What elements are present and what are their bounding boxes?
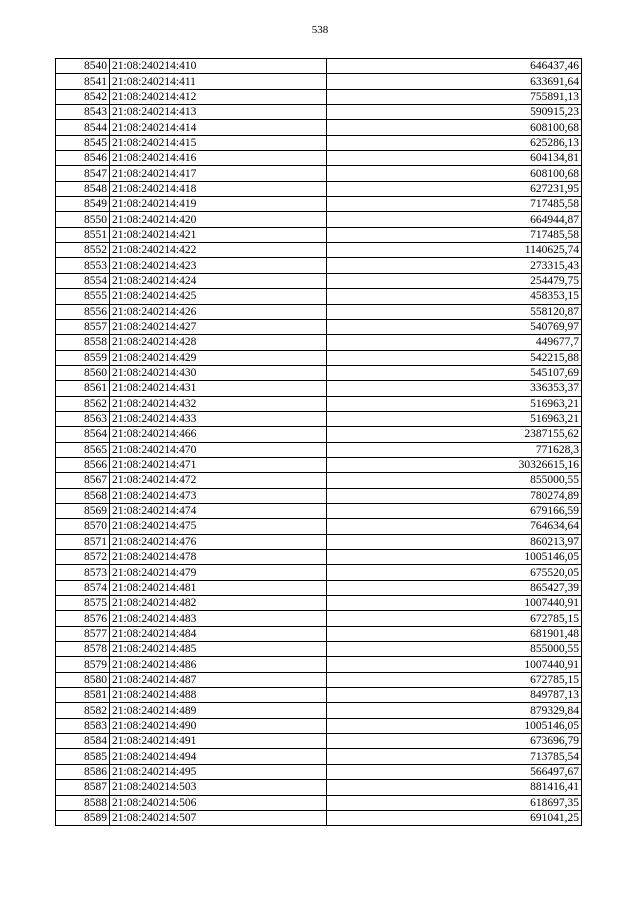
cadastral-value-cell: 764634,64 (327, 519, 582, 534)
row-number-cell: 8566 (56, 457, 110, 472)
table-row (56, 580, 582, 595)
row-number-cell: 8542 (56, 89, 110, 104)
row-number-cell: 8582 (56, 703, 110, 718)
table-row (56, 519, 582, 534)
cadastral-value-cell: 625286,13 (327, 135, 582, 150)
cadastral-number-cell: 21:08:240214:421 (110, 227, 327, 242)
cadastral-value-cell: 646437,46 (327, 59, 582, 74)
cadastral-number-cell: 21:08:240214:420 (110, 212, 327, 227)
table-row (56, 672, 582, 687)
row-number-cell: 8546 (56, 151, 110, 166)
cadastral-number-cell: 21:08:240214:412 (110, 89, 327, 104)
cadastral-number-cell: 21:08:240214:428 (110, 335, 327, 350)
row-number-cell: 8549 (56, 197, 110, 212)
cadastral-number-cell: 21:08:240214:483 (110, 611, 327, 626)
cadastral-value-cell: 608100,68 (327, 166, 582, 181)
row-number-cell: 8570 (56, 519, 110, 534)
table-row (56, 764, 582, 779)
cadastral-value-cell: 633691,64 (327, 74, 582, 89)
cadastral-number-cell: 21:08:240214:475 (110, 519, 327, 534)
row-number-cell: 8575 (56, 596, 110, 611)
cadastral-value-cell: 254479,75 (327, 273, 582, 288)
table-row (56, 488, 582, 503)
row-number-cell: 8569 (56, 503, 110, 518)
table-row (56, 810, 582, 825)
cadastral-number-cell: 21:08:240214:427 (110, 319, 327, 334)
row-number-cell: 8579 (56, 657, 110, 672)
page-number: 538 (311, 24, 329, 36)
cadastral-number-cell: 21:08:240214:466 (110, 427, 327, 442)
cadastral-number-cell: 21:08:240214:414 (110, 120, 327, 135)
table-row (56, 688, 582, 703)
cadastral-number-cell: 21:08:240214:491 (110, 734, 327, 749)
cadastral-number-cell: 21:08:240214:503 (110, 780, 327, 795)
cadastral-number-cell: 21:08:240214:490 (110, 718, 327, 733)
cadastral-value-cell: 679166,59 (327, 503, 582, 518)
table-row (56, 350, 582, 365)
table-row (56, 795, 582, 810)
cadastral-value-cell: 681901,48 (327, 626, 582, 641)
cadastral-value-cell: 608100,68 (327, 120, 582, 135)
cadastral-number-cell: 21:08:240214:423 (110, 258, 327, 273)
row-number-cell: 8584 (56, 734, 110, 749)
row-number-cell: 8547 (56, 166, 110, 181)
cadastral-value-cell: 449677,7 (327, 335, 582, 350)
cadastral-number-cell: 21:08:240214:484 (110, 626, 327, 641)
cadastral-number-cell: 21:08:240214:415 (110, 135, 327, 150)
table-row (56, 381, 582, 396)
row-number-cell: 8544 (56, 120, 110, 135)
cadastral-value-cell: 273315,43 (327, 258, 582, 273)
cadastral-value-cell: 604134,81 (327, 151, 582, 166)
cadastral-number-cell: 21:08:240214:422 (110, 243, 327, 258)
table-row (56, 427, 582, 442)
row-number-cell: 8543 (56, 105, 110, 120)
table-row (56, 166, 582, 181)
cadastral-number-cell: 21:08:240214:417 (110, 166, 327, 181)
cadastral-value-cell: 458353,15 (327, 289, 582, 304)
row-number-cell: 8556 (56, 304, 110, 319)
cadastral-value-cell: 771628,3 (327, 442, 582, 457)
table-row (56, 243, 582, 258)
table-row (56, 289, 582, 304)
cadastral-value-cell: 2387155,62 (327, 427, 582, 442)
table-row (56, 74, 582, 89)
cadastral-value-cell: 755891,13 (327, 89, 582, 104)
row-number-cell: 8561 (56, 381, 110, 396)
cadastral-number-cell: 21:08:240214:416 (110, 151, 327, 166)
row-number-cell: 8573 (56, 565, 110, 580)
cadastral-number-cell: 21:08:240214:473 (110, 488, 327, 503)
table-row (56, 335, 582, 350)
cadastral-value-cell: 516963,21 (327, 396, 582, 411)
cadastral-number-cell: 21:08:240214:413 (110, 105, 327, 120)
row-number-cell: 8589 (56, 810, 110, 825)
cadastral-value-cell: 1007440,91 (327, 657, 582, 672)
row-number-cell: 8548 (56, 181, 110, 196)
table-row (56, 411, 582, 426)
cadastral-value-cell: 672785,15 (327, 611, 582, 626)
cadastral-number-cell: 21:08:240214:474 (110, 503, 327, 518)
cadastral-value-cell: 627231,95 (327, 181, 582, 196)
cadastral-number-cell: 21:08:240214:476 (110, 534, 327, 549)
cadastral-number-cell: 21:08:240214:433 (110, 411, 327, 426)
cadastral-number-cell: 21:08:240214:486 (110, 657, 327, 672)
table-row (56, 396, 582, 411)
row-number-cell: 8587 (56, 780, 110, 795)
row-number-cell: 8554 (56, 273, 110, 288)
table-row (56, 212, 582, 227)
row-number-cell: 8555 (56, 289, 110, 304)
row-number-cell: 8552 (56, 243, 110, 258)
table-row (56, 135, 582, 150)
cadastral-value-cell: 855000,55 (327, 642, 582, 657)
table-row (56, 718, 582, 733)
table-row (56, 534, 582, 549)
row-number-cell: 8577 (56, 626, 110, 641)
row-number-cell: 8540 (56, 59, 110, 74)
row-number-cell: 8564 (56, 427, 110, 442)
cadastral-number-cell: 21:08:240214:488 (110, 688, 327, 703)
cadastral-number-cell: 21:08:240214:506 (110, 795, 327, 810)
cadastral-number-cell: 21:08:240214:487 (110, 672, 327, 687)
table-row (56, 105, 582, 120)
row-number-cell: 8568 (56, 488, 110, 503)
table-row (56, 89, 582, 104)
cadastral-value-cell: 1005146,05 (327, 550, 582, 565)
cadastral-value-cell: 336353,37 (327, 381, 582, 396)
cadastral-number-cell: 21:08:240214:411 (110, 74, 327, 89)
row-number-cell: 8576 (56, 611, 110, 626)
row-number-cell: 8560 (56, 365, 110, 380)
table-row (56, 503, 582, 518)
cadastral-number-cell: 21:08:240214:432 (110, 396, 327, 411)
table-row (56, 197, 582, 212)
row-number-cell: 8551 (56, 227, 110, 242)
cadastral-number-cell: 21:08:240214:489 (110, 703, 327, 718)
cadastral-number-cell: 21:08:240214:431 (110, 381, 327, 396)
table-row (56, 734, 582, 749)
table-row (56, 442, 582, 457)
table-row (56, 258, 582, 273)
row-number-cell: 8553 (56, 258, 110, 273)
table-body (56, 59, 582, 826)
cadastral-value-cell: 664944,87 (327, 212, 582, 227)
cadastral-value-cell: 849787,13 (327, 688, 582, 703)
cadastral-value-cell: 542215,88 (327, 350, 582, 365)
row-number-cell: 8572 (56, 550, 110, 565)
cadastral-number-cell: 21:08:240214:485 (110, 642, 327, 657)
row-number-cell: 8583 (56, 718, 110, 733)
cadastral-value-cell: 717485,58 (327, 227, 582, 242)
cadastral-number-cell: 21:08:240214:479 (110, 565, 327, 580)
cadastral-value-cell: 672785,15 (327, 672, 582, 687)
table-row (56, 642, 582, 657)
cadastral-number-cell: 21:08:240214:470 (110, 442, 327, 457)
table-row (56, 181, 582, 196)
cadastral-number-cell: 21:08:240214:418 (110, 181, 327, 196)
table-row (56, 657, 582, 672)
row-number-cell: 8571 (56, 534, 110, 549)
cadastral-value-cell: 881416,41 (327, 780, 582, 795)
cadastral-number-cell: 21:08:240214:430 (110, 365, 327, 380)
cadastral-value-cell: 691041,25 (327, 810, 582, 825)
cadastral-number-cell: 21:08:240214:419 (110, 197, 327, 212)
row-number-cell: 8578 (56, 642, 110, 657)
row-number-cell: 8557 (56, 319, 110, 334)
cadastral-value-cell: 545107,69 (327, 365, 582, 380)
cadastral-value-table (55, 58, 582, 826)
row-number-cell: 8545 (56, 135, 110, 150)
table-row (56, 120, 582, 135)
cadastral-value-cell: 1007440,91 (327, 596, 582, 611)
cadastral-value-cell: 590915,23 (327, 105, 582, 120)
cadastral-value-cell: 673696,79 (327, 734, 582, 749)
cadastral-value-cell: 879329,84 (327, 703, 582, 718)
row-number-cell: 8574 (56, 580, 110, 595)
table-row (56, 319, 582, 334)
cadastral-value-cell: 855000,55 (327, 473, 582, 488)
table-row (56, 749, 582, 764)
table-row (56, 273, 582, 288)
cadastral-value-cell: 566497,67 (327, 764, 582, 779)
cadastral-value-cell: 713785,54 (327, 749, 582, 764)
cadastral-number-cell: 21:08:240214:494 (110, 749, 327, 764)
table-row (56, 457, 582, 472)
row-number-cell: 8559 (56, 350, 110, 365)
row-number-cell: 8581 (56, 688, 110, 703)
cadastral-number-cell: 21:08:240214:471 (110, 457, 327, 472)
cadastral-value-cell: 1140625,74 (327, 243, 582, 258)
cadastral-number-cell: 21:08:240214:495 (110, 764, 327, 779)
row-number-cell: 8565 (56, 442, 110, 457)
cadastral-value-cell: 618697,35 (327, 795, 582, 810)
row-number-cell: 8567 (56, 473, 110, 488)
cadastral-number-cell: 21:08:240214:410 (110, 59, 327, 74)
table-row (56, 611, 582, 626)
row-number-cell: 8562 (56, 396, 110, 411)
table-row (56, 565, 582, 580)
cadastral-value-cell: 865427,39 (327, 580, 582, 595)
cadastral-value-cell: 780274,89 (327, 488, 582, 503)
cadastral-number-cell: 21:08:240214:478 (110, 550, 327, 565)
table-row (56, 780, 582, 795)
row-number-cell: 8541 (56, 74, 110, 89)
table-row (56, 596, 582, 611)
row-number-cell: 8563 (56, 411, 110, 426)
cadastral-value-cell: 860213,97 (327, 534, 582, 549)
table-row (56, 473, 582, 488)
row-number-cell: 8558 (56, 335, 110, 350)
cadastral-number-cell: 21:08:240214:482 (110, 596, 327, 611)
row-number-cell: 8580 (56, 672, 110, 687)
row-number-cell: 8588 (56, 795, 110, 810)
cadastral-number-cell: 21:08:240214:472 (110, 473, 327, 488)
table-row (56, 151, 582, 166)
cadastral-value-cell: 675520,05 (327, 565, 582, 580)
cadastral-value-cell: 30326615,16 (327, 457, 582, 472)
table-row (56, 365, 582, 380)
row-number-cell: 8550 (56, 212, 110, 227)
table-row (56, 227, 582, 242)
row-number-cell: 8586 (56, 764, 110, 779)
cadastral-number-cell: 21:08:240214:424 (110, 273, 327, 288)
table-row (56, 626, 582, 641)
cadastral-number-cell: 21:08:240214:425 (110, 289, 327, 304)
cadastral-value-cell: 516963,21 (327, 411, 582, 426)
cadastral-number-cell: 21:08:240214:507 (110, 810, 327, 825)
cadastral-value-cell: 1005146,05 (327, 718, 582, 733)
table-row (56, 550, 582, 565)
table-row (56, 304, 582, 319)
table-row (56, 703, 582, 718)
cadastral-value-cell: 717485,58 (327, 197, 582, 212)
cadastral-value-cell: 558120,87 (327, 304, 582, 319)
cadastral-value-cell: 540769,97 (327, 319, 582, 334)
cadastral-number-cell: 21:08:240214:426 (110, 304, 327, 319)
table-row (56, 59, 582, 74)
cadastral-number-cell: 21:08:240214:481 (110, 580, 327, 595)
cadastral-number-cell: 21:08:240214:429 (110, 350, 327, 365)
row-number-cell: 8585 (56, 749, 110, 764)
